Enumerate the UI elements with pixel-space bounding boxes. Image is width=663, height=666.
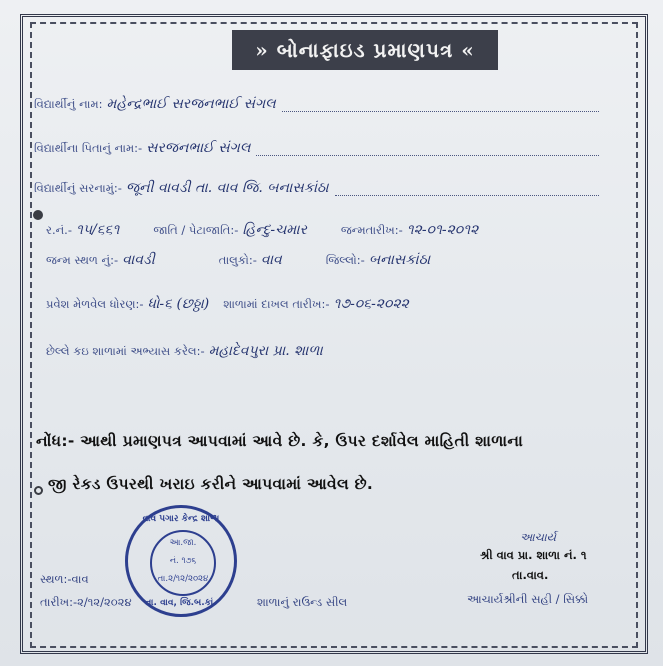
- birth-place-value: વાવડી: [122, 252, 155, 268]
- reg-caste-dob-row: [46, 222, 482, 238]
- std-label: પ્રવેશ મેળવેલ ધોરણ:-: [46, 297, 144, 311]
- school-place: તા.વાવ.: [512, 568, 549, 582]
- admission-row: [46, 296, 413, 312]
- place-text: સ્થળ:-વાવ: [40, 572, 89, 586]
- previous-school-row: [46, 343, 327, 359]
- seal-bottom-text: તા. વાવ, જિ.બ.કાં.: [145, 598, 217, 608]
- previous-school-value: મહાદેવપુરા પ્રા. શાળા: [208, 343, 323, 359]
- address-label: વિદ્યાર્થીનું સરનામું:-: [34, 181, 122, 195]
- seal-inner-circle: [150, 530, 216, 596]
- principal-caption: આચાર્યશ્રીની સહી / સિક્કો: [467, 592, 589, 606]
- dotted-line: [256, 154, 599, 156]
- dob-label: જન્મતારીખ:-: [340, 223, 403, 237]
- seal-caption: શાળાનું રાઉન્ડ સીલ: [257, 595, 348, 609]
- std-value: ધો-૬ (છઠ્ઠા): [147, 296, 210, 312]
- caste-label: જાતિ / પેટાજાતિ:-: [153, 223, 239, 237]
- school-name: શ્રી વાવ પ્રા. શાળા નં. ૧: [480, 548, 587, 562]
- principal-signature: આચાર્ય: [520, 530, 557, 544]
- punch-hole: [33, 210, 43, 220]
- seal-line-1: આ.જા.: [169, 538, 197, 548]
- previous-school-label: છેલ્લે કઇ શાળામાં અભ્યાસ કરેલ:-: [46, 344, 205, 358]
- dob-value: ૧૨-૦૧-૨૦૧૨: [406, 222, 479, 238]
- admission-date-label: શાળામાં દાખલ તારીખ:-: [223, 297, 330, 311]
- reg-no-label: ર.નં.-: [46, 223, 72, 237]
- taluka-value: વાવ: [260, 252, 282, 268]
- admission-date-value: ૧૭-૦૬-૨૦૨૨: [333, 296, 409, 312]
- punch-hole: [34, 486, 43, 495]
- birth-place-label: જન્મ સ્થળ નું:-: [46, 253, 119, 267]
- round-seal: [125, 505, 237, 617]
- address-value: જૂની વાવડી તા. વાવ જિ. બનાસકાંઠા: [125, 180, 329, 196]
- taluka-label: તાલુકો:-: [218, 253, 257, 267]
- student-name-value: મહેન્દ્રભાઈ સરજનભાઈ સંગલ: [106, 96, 276, 112]
- seal-line-3: તા.૨/૧૨/૨૦૨૪: [157, 574, 209, 584]
- birth-place-row: [46, 252, 434, 268]
- note-line-2: જી રેકડ ઉપરથી ખરાઇ કરીને આપવામાં આવેલ છે.: [48, 475, 374, 493]
- father-name-value: સરજનભાઈ સંગલ: [146, 140, 251, 156]
- reg-no-value: ૧૫/૬૬૧: [75, 222, 120, 238]
- certificate-title: » બોનાફાઇડ પ્રમાણપત્ર «: [232, 30, 498, 70]
- note-line-1: નોંધ:- આથી પ્રમાણપત્ર આપવામાં આવે છે. કે, ઉપર દર્શાવેલ માહિતી શાળાના: [36, 432, 524, 450]
- caste-value: હિન્દુ-ચમાર: [242, 222, 307, 238]
- seal-line-2: નં. ૧૭૬: [169, 556, 197, 566]
- student-name-label: વિદ્યાર્થીનું નામ:: [34, 97, 103, 111]
- father-name-label: વિદ્યાર્થીના પિતાનું નામ:-: [34, 141, 143, 155]
- seal-top-text: વાવ પગાર કેન્દ્ર શાળા: [142, 514, 220, 524]
- district-label: જિલ્લો:-: [325, 253, 365, 267]
- father-name-row: [34, 140, 599, 156]
- student-name-row: [34, 96, 599, 112]
- dotted-line: [282, 110, 599, 112]
- district-value: બનાસકાંઠા: [368, 252, 431, 268]
- date-text: તારીખ:-૨/૧૨/૨૦૨૪: [40, 595, 132, 609]
- dotted-line: [335, 194, 599, 196]
- address-row: [34, 180, 599, 196]
